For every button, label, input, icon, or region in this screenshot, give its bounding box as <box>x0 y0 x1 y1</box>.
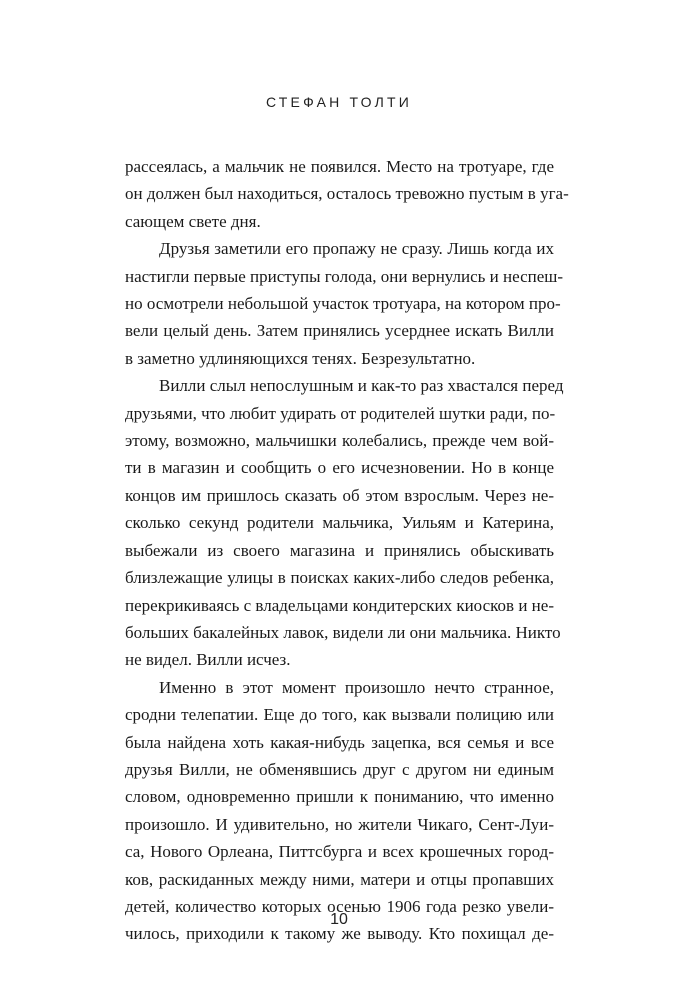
text-line: перекрикиваясь с владельцами кондитерских киосков и не- <box>125 595 554 615</box>
text-line: Вилли слыл непослушным и как-то раз хвастался перед <box>159 376 564 396</box>
text-line: была найдена хоть какая-нибудь зацепка, вся семья и все <box>125 732 554 752</box>
text-line: концов им пришлось сказать об этом взрослым. Через не- <box>125 485 554 505</box>
text-line: но осмотрели небольшой участок тротуара, на котором про- <box>125 294 561 314</box>
body-text <box>125 153 569 948</box>
text-line: вели целый день. Затем принялись усерднее искать Вилли <box>125 321 554 341</box>
text-line: этому, возможно, мальчишки колебались, прежде чем вой- <box>125 431 554 451</box>
text-line: Именно в этот момент произошло нечто странное, <box>159 677 554 697</box>
paragraph <box>125 674 554 948</box>
running-head: СТЕФАН ТОЛТИ <box>265 94 413 110</box>
text-line: словом, одновременно пришли к пониманию, что именно <box>125 787 554 807</box>
page-number: 10 <box>330 911 348 928</box>
text-line: он должен был находиться, осталось тревожно пустым в уга- <box>125 184 569 204</box>
paragraph <box>125 153 569 235</box>
text-line: близлежащие улицы в поисках каких-либо следов ребенка, <box>125 568 554 588</box>
text-line: не видел. Вилли исчез. <box>125 650 291 670</box>
text-line: сродни телепатии. Еще до того, как вызвали полицию или <box>125 705 554 725</box>
paragraph <box>125 235 564 372</box>
text-line: выбежали из своего магазина и принялись обыскивать <box>125 540 554 560</box>
paragraph <box>125 372 564 673</box>
text-line: произошло. И удивительно, но жители Чикаго, Сент-Луи- <box>125 814 554 834</box>
text-line: рассеялась, а мальчик не появился. Место на тротуаре, где <box>125 157 554 176</box>
text-line: ти в магазин и сообщить о его исчезновении. Но в конце <box>125 458 554 478</box>
text-line: детей, количество которых осенью 1906 года резко увели- <box>125 896 554 916</box>
text-line: настигли первые приступы голода, они вернулись и неспеш- <box>125 266 564 286</box>
text-line: Друзья заметили его пропажу не сразу. Лишь когда их <box>159 239 554 259</box>
text-line: чилось, приходили к такому же выводу. Кто похищал де- <box>125 924 554 944</box>
text-line: са, Нового Орлеана, Питтсбурга и всех крошечных город- <box>125 842 554 862</box>
text-line: больших бакалейных лавок, видели ли они мальчика. Никто <box>125 622 561 642</box>
text-line: ков, раскиданных между ними, матери и отцы пропавших <box>125 869 554 889</box>
text-line: сколько секунд родители мальчика, Уильям и Катерина, <box>125 513 554 533</box>
text-line: в заметно удлиняющихся тенях. Безрезультатно. <box>125 348 476 368</box>
text-line: друзья Вилли, не обменявшись друг с другом ни единым <box>125 759 554 779</box>
text-line: друзьями, что любит удирать от родителей шутки ради, по- <box>125 403 556 423</box>
text-line: сающем свете дня. <box>125 211 261 231</box>
